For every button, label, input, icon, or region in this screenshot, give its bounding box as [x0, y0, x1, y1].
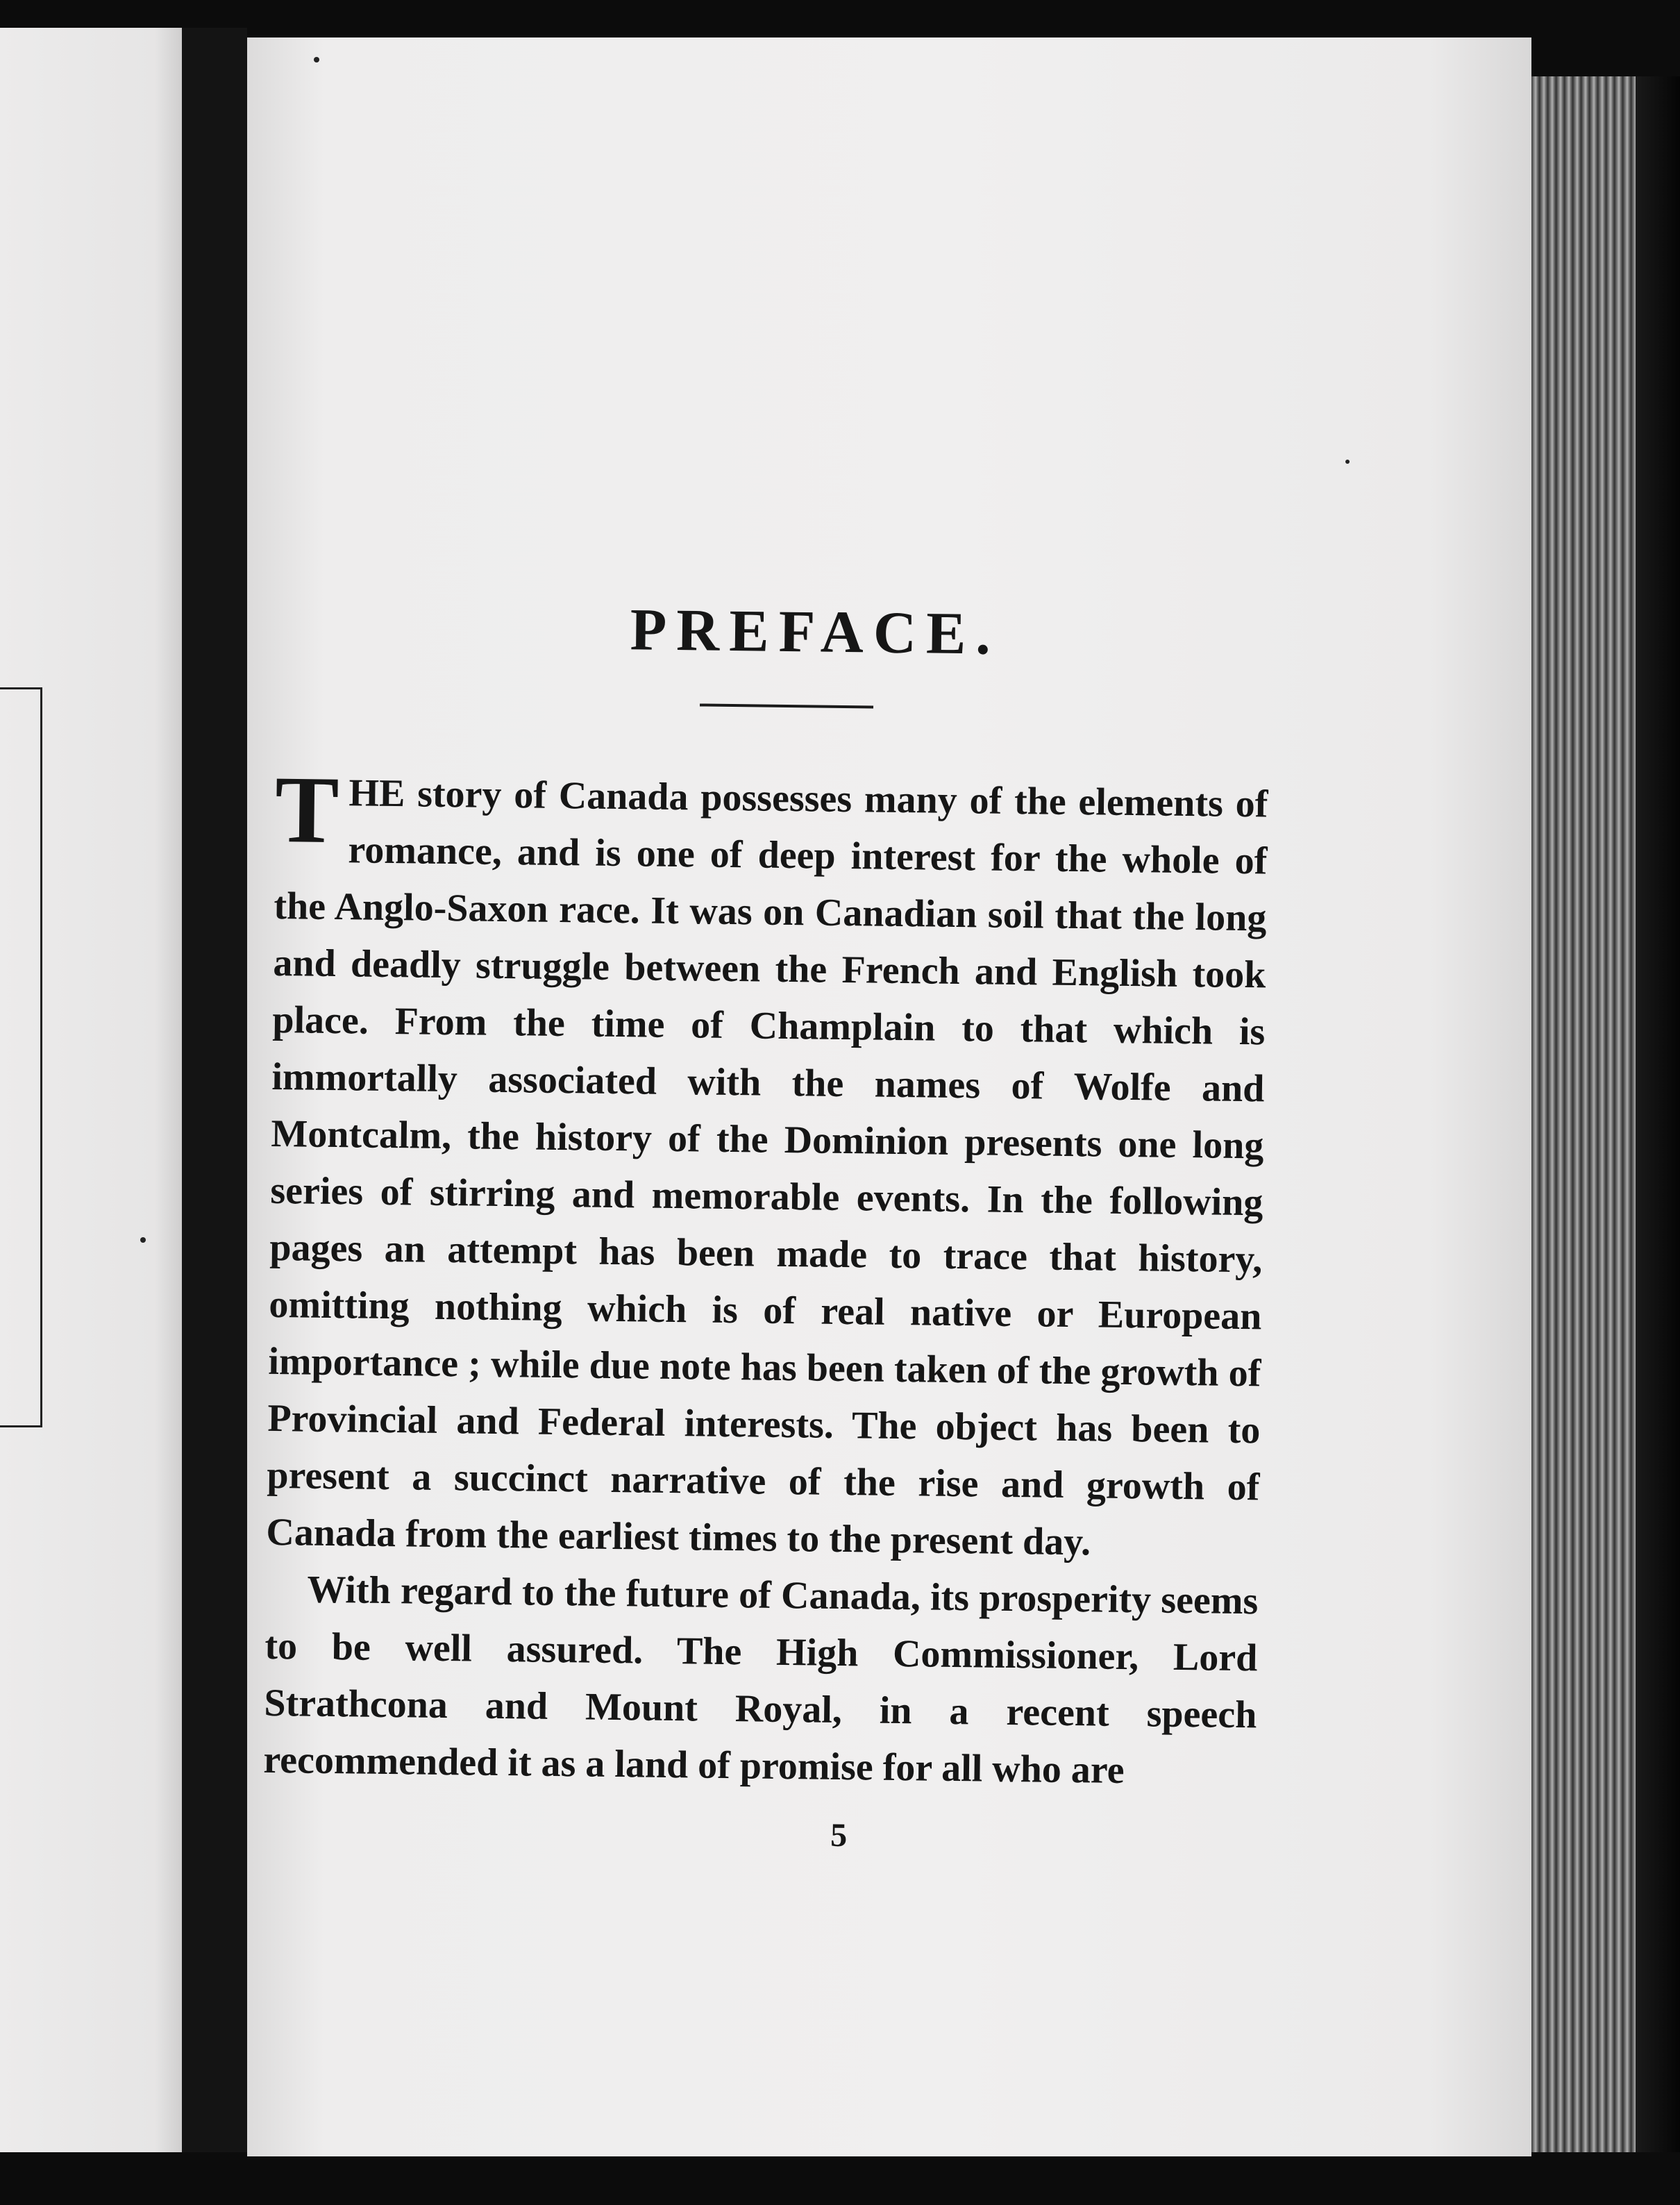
left-page-frame	[0, 687, 42, 1427]
page-content	[262, 590, 1270, 1859]
title-rule	[700, 703, 873, 708]
page-title: PREFACE.	[630, 596, 1001, 667]
edge-shadow	[1636, 76, 1680, 2152]
page-number: 5	[830, 1816, 848, 1854]
paragraph-2: With regard to the future of Canada, its prosperity seems to be well assured. The High Commissioner, Lord Strathcona and Mount Royal, in a recent speech recommended it as a land of promise for all who are	[263, 1568, 1259, 1793]
left-page	[0, 28, 182, 2152]
drop-cap: T	[274, 755, 340, 864]
paragraph-1-text: HE story of Canada possesses many of the elements of romance, and is one of deep interest for the whole of the Anglo-Saxon race. It was on Canadian soil that the long and deadly struggle between the French and English took place. From the time of Champlain to that which is immortally associated with the names of Wolfe and Montcalm, the history of the Dominion presents one long series of stirring and memorable events. In the following pages an attempt has been made to trace that history, omitting nothing which is of real native or European importance ; while due note has been taken of the growth of Provincial and Federal interests. The object has been to present a succinct narrative of the rise and growth of Canada from the earliest times to the present day.	[266, 771, 1268, 1564]
ink-speck	[314, 57, 319, 62]
book-gutter	[182, 28, 247, 2152]
paragraph-1	[266, 755, 1268, 1573]
ink-speck	[1345, 460, 1350, 464]
page-edges	[1531, 76, 1636, 2152]
ink-speck	[140, 1237, 146, 1243]
